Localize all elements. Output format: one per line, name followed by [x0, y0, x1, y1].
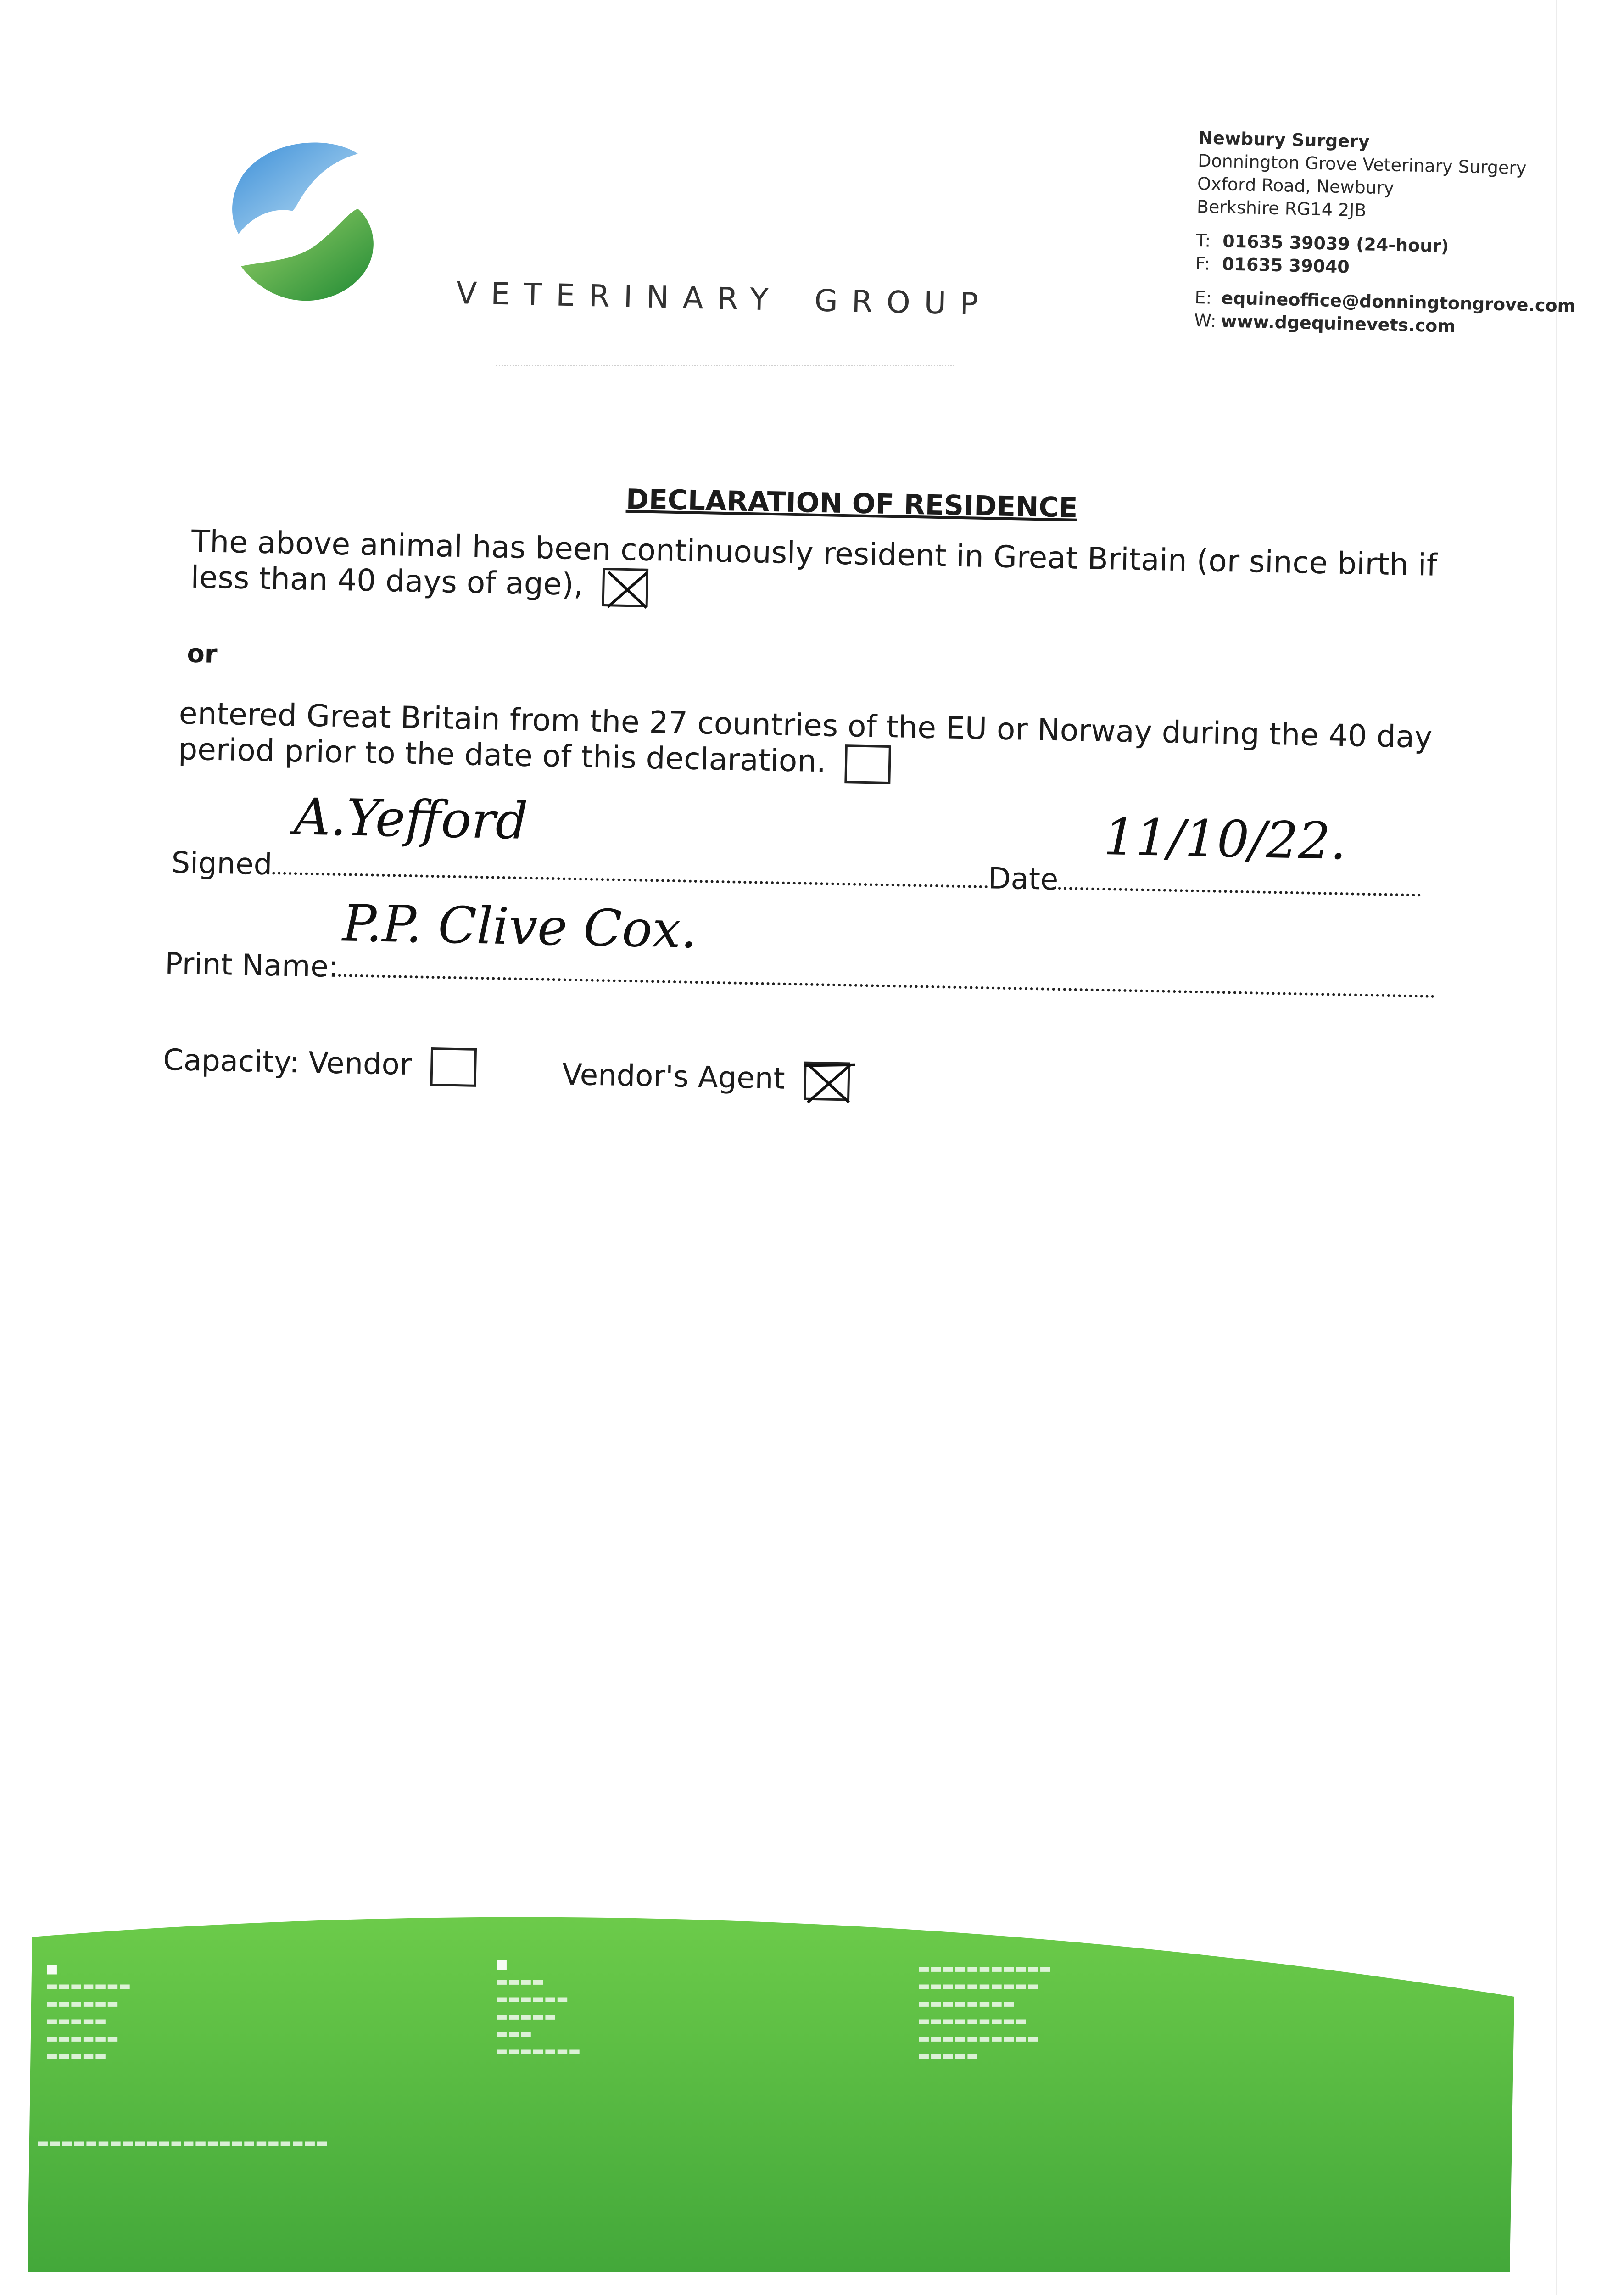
- signed-field: Signed: [171, 845, 988, 896]
- fax-row: F: 01635 39040: [1195, 253, 1350, 277]
- address-line: Berkshire RG14 2JB: [1196, 196, 1367, 221]
- signature: A.Yefford: [293, 787, 529, 851]
- address-line: Donnington Grove Veterinary Surgery: [1197, 150, 1527, 179]
- agent-checkbox[interactable]: [804, 1062, 850, 1101]
- footer-interns: ▬▬▬▬▬▬▬▬▬▬▬▬▬▬▬▬▬▬▬▬▬▬▬▬: [37, 2135, 328, 2150]
- email-row[interactable]: E: equineoffice@donningtongrove.com: [1194, 287, 1576, 316]
- capacity-agent: Vendor's Agent: [562, 1056, 850, 1101]
- print-name-field: Print Name:: [165, 946, 1435, 1006]
- footer-associates: ■ ▬▬▬▬ ▬▬▬▬▬▬ ▬▬▬▬▬ ▬▬▬ ▬▬▬▬▬▬▬: [496, 1956, 581, 2059]
- capacity-vendor: Capacity: Vendor: [163, 1042, 477, 1087]
- entered-checkbox[interactable]: [844, 744, 891, 784]
- address-block: [1194, 126, 1579, 341]
- brand-wordmark: VETERINARY GROUP: [456, 275, 993, 322]
- scan-edge: [1556, 0, 1557, 2295]
- residence-statement: The above animal has been continuously resident in Great Britain (or since birth if less than 40 days of age),: [190, 524, 1449, 623]
- surgery-name: Newbury Surgery: [1198, 127, 1370, 152]
- form-title: DECLARATION OF RESIDENCE: [625, 483, 1078, 524]
- header-divider: [496, 365, 954, 366]
- tel-row: T: 01635 39039 (24-hour): [1195, 230, 1449, 257]
- footer-directors: ■ ▬▬▬▬▬▬▬ ▬▬▬▬▬▬ ▬▬▬▬▬ ▬▬▬▬▬▬ ▬▬▬▬▬: [46, 1961, 131, 2063]
- print-name-value: P.P. Clive Cox.: [342, 894, 698, 960]
- resident-checkbox[interactable]: [602, 568, 648, 607]
- or-label: or: [186, 638, 218, 669]
- logo-icon: [220, 138, 395, 317]
- web-row[interactable]: W: www.dgequinevets.com: [1194, 310, 1456, 336]
- address-line: Oxford Road, Newbury: [1197, 173, 1395, 198]
- date-value: 11/10/22.: [1103, 807, 1347, 871]
- vendor-checkbox[interactable]: [430, 1047, 477, 1087]
- entry-statement: entered Great Britain from the 27 countries of the EU or Norway during the 40 day period prior to the date of this declaration.: [178, 695, 1437, 795]
- footer-band: [28, 1905, 1528, 2272]
- declaration-form: [162, 473, 1459, 1096]
- footer-specialists: ▬▬▬▬▬▬▬▬▬▬▬ ▬▬▬▬▬▬▬▬▬▬ ▬▬▬▬▬▬▬▬ ▬▬▬▬▬▬▬▬▬ ▬▬▬▬▬▬▬▬▬▬ ▬▬▬▬▬: [918, 1961, 1052, 2063]
- date-field: Date: [988, 860, 1421, 905]
